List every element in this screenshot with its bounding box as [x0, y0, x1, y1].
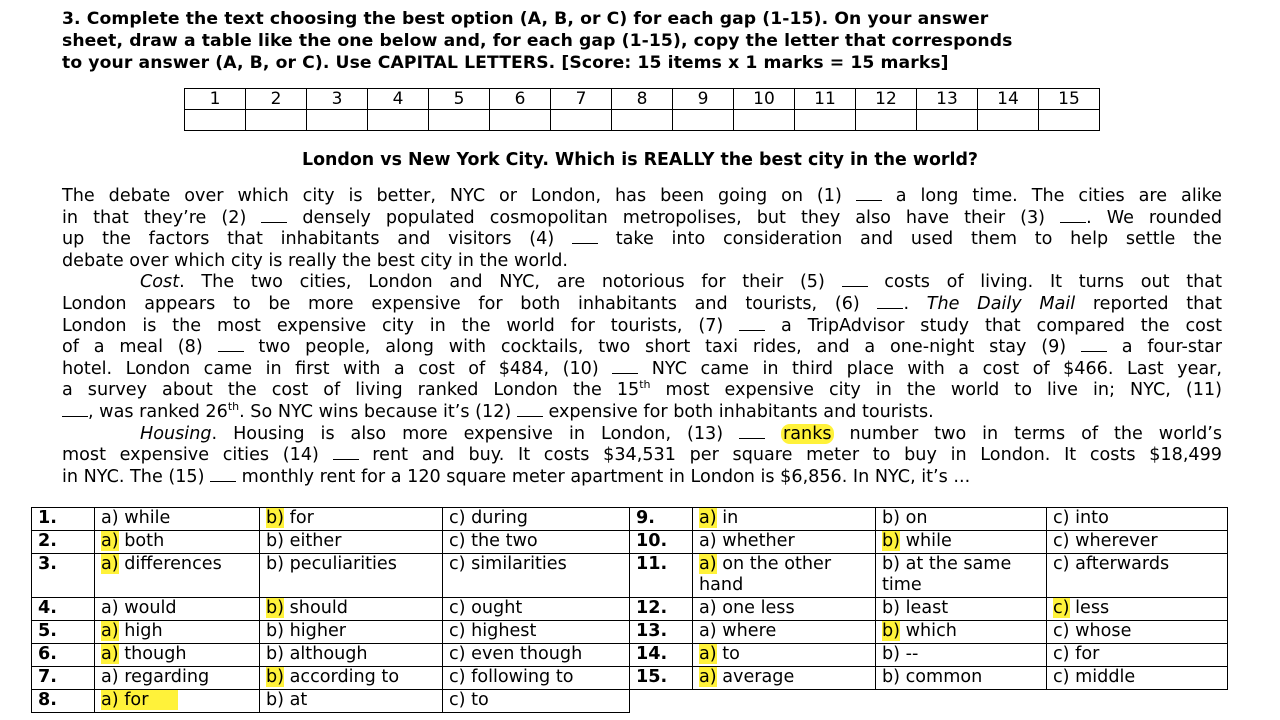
daily-mail: The Daily Mail	[926, 293, 1076, 314]
highlighted-answer: b)	[266, 508, 285, 528]
highlighted-answer: b)	[882, 621, 901, 641]
option-c: c) to	[443, 690, 630, 713]
option-a: a) in	[693, 508, 876, 531]
answer-blank-cell	[1039, 110, 1100, 131]
item-number: 5.	[32, 621, 95, 644]
option-b: b) according to	[260, 667, 443, 690]
gap-blank	[517, 402, 543, 417]
answer-blank-cell	[917, 110, 978, 131]
gap-blank	[218, 337, 244, 352]
instructions	[62, 8, 1222, 74]
passage-line: debate over which city is really the best city in the world.	[62, 250, 568, 271]
option-c: c) ought	[443, 598, 630, 621]
answer-blank-cell	[185, 110, 246, 131]
passage	[62, 186, 1222, 488]
cost-heading: Cost	[140, 272, 180, 293]
option-c: c) the two	[443, 531, 630, 554]
answer-blank-cell	[368, 110, 429, 131]
answer-header-cell: 8	[612, 89, 673, 110]
option-b: b) while	[876, 531, 1047, 554]
passage-title: London vs New York City. Which is REALLY the best city in the world?	[302, 150, 978, 170]
answer-blank-cell	[246, 110, 307, 131]
instructions-line-2: sheet, draw a table like the one below and, for each gap (1-15), copy the letter that corresponds	[62, 31, 1013, 51]
highlighted-answer: b)	[266, 667, 285, 687]
options-row	[32, 598, 1228, 621]
options-row	[32, 667, 1228, 690]
highlighted-answer: a)	[101, 621, 119, 641]
option-a: a) where	[693, 621, 876, 644]
options-row	[32, 690, 1228, 713]
answer-header-cell: 2	[246, 89, 307, 110]
option-a: a) whether	[693, 531, 876, 554]
options-table	[31, 507, 1228, 713]
option-a: a) average	[693, 667, 876, 690]
passage-line: London is the most expensive city in the world for tourists, (7) a TripAdvisor study that compared the cost	[62, 315, 1222, 336]
highlighted-answer: a) for	[101, 690, 178, 710]
option-b: b) peculiarities	[260, 554, 443, 598]
option-c: c) similarities	[443, 554, 630, 598]
option-a: a) differences	[95, 554, 260, 598]
option-b: b) which	[876, 621, 1047, 644]
passage-line: Housing. Housing is also more expensive in London, (13) ranks number two in terms of the world’s	[140, 423, 1223, 444]
answer-header-cell: 13	[917, 89, 978, 110]
highlighted-answer: b)	[266, 598, 285, 618]
item-number: 2.	[32, 531, 95, 554]
item-number: 9.	[630, 508, 693, 531]
options-row	[32, 531, 1228, 554]
item-number: 7.	[32, 667, 95, 690]
gap-blank	[739, 424, 765, 439]
highlighted-answer: a)	[699, 508, 717, 528]
option-c: c) for	[1047, 644, 1228, 667]
passage-line: The debate over which city is better, NYC or London, has been going on (1) a long time. The cities are alike	[62, 186, 1222, 206]
highlighted-answer: a)	[101, 531, 119, 551]
gap-blank	[1060, 208, 1086, 223]
options-row	[32, 508, 1228, 531]
answer-header-cell: 14	[978, 89, 1039, 110]
option-c: c) even though	[443, 644, 630, 667]
option-c: c) middle	[1047, 667, 1228, 690]
option-b: b) on	[876, 508, 1047, 531]
highlighted-answer: a)	[101, 554, 119, 574]
gap-blank	[842, 272, 868, 287]
item-number: 4.	[32, 598, 95, 621]
answer-blank-cell	[612, 110, 673, 131]
options-row	[32, 554, 1228, 598]
answer-header-cell: 9	[673, 89, 734, 110]
answer-header-cell: 5	[429, 89, 490, 110]
answer-header-cell: 1	[185, 89, 246, 110]
answer-header-cell: 3	[307, 89, 368, 110]
option-a	[95, 690, 260, 713]
highlighted-answer: b)	[882, 531, 901, 551]
item-number: 1.	[32, 508, 95, 531]
item-number: 11.	[630, 554, 693, 598]
instructions-line-1: 3. Complete the text choosing the best option (A, B, or C) for each gap (1-15). On your answer	[62, 9, 989, 29]
answer-blank-cell	[307, 110, 368, 131]
option-a: a) on the other hand	[693, 554, 876, 598]
item-number: 6.	[32, 644, 95, 667]
options-row	[32, 621, 1228, 644]
option-c: c) into	[1047, 508, 1228, 531]
answer-blank-cell	[429, 110, 490, 131]
answer-header-cell: 12	[856, 89, 917, 110]
answer-table	[184, 88, 1100, 131]
gap-blank	[62, 402, 88, 417]
option-c: c) highest	[443, 621, 630, 644]
answer-header-cell: 6	[490, 89, 551, 110]
passage-line: in that they’re (2) densely populated cosmopolitan metropolises, but they also have their (3) . We rounded	[62, 207, 1222, 228]
answer-blank-cell	[734, 110, 795, 131]
item-number: 12.	[630, 598, 693, 621]
gap-blank	[210, 467, 236, 482]
answer-header-cell: 4	[368, 89, 429, 110]
option-a: a) while	[95, 508, 260, 531]
item-number: 10.	[630, 531, 693, 554]
passage-line: a survey about the cost of living ranked London the 15th most expensive city in the world to live in; NYC, (11)	[62, 378, 1222, 401]
highlighted-answer: a)	[101, 644, 119, 664]
answer-blank-cell	[673, 110, 734, 131]
answer-table-header-row	[185, 89, 1100, 110]
option-b: b) at the same time	[876, 554, 1047, 598]
options-row	[32, 644, 1228, 667]
gap-blank	[1081, 337, 1107, 352]
passage-line: most expensive cities (14) rent and buy. It costs $34,531 per square meter to buy in London. It costs $18,499	[62, 445, 1222, 466]
answer-blank-cell	[978, 110, 1039, 131]
highlighted-answer: c)	[1053, 598, 1070, 618]
passage-line: up the factors that inhabitants and visitors (4) take into consideration and used them to help settle the	[62, 229, 1223, 250]
option-b: b) common	[876, 667, 1047, 690]
answer-blank-cell	[795, 110, 856, 131]
passage-line: hotel. London came in first with a cost of $484, (10) NYC came in third place with a cost of $466. Last year,	[62, 358, 1222, 379]
answer-blank-cell	[856, 110, 917, 131]
passage-line: Cost. The two cities, London and NYC, are notorious for their (5) costs of living. It turns out that	[140, 272, 1222, 293]
highlighted-answer: a)	[699, 554, 717, 574]
gap-blank	[261, 208, 287, 223]
answer-table-blank-row	[185, 110, 1100, 131]
item-number: 15.	[630, 667, 693, 690]
option-b: b) --	[876, 644, 1047, 667]
answer-header-cell: 10	[734, 89, 795, 110]
gap-blank	[572, 229, 598, 244]
instructions-line-3: to your answer (A, B, or C). Use CAPITAL LETTERS. [Score: 15 items x 1 marks = 15 marks]	[62, 53, 949, 73]
passage-line: London appears to be more expensive for both inhabitants and tourists, (6) . The Daily Mail reported that	[62, 293, 1222, 314]
answer-blank-cell	[490, 110, 551, 131]
answer-blank-cell	[551, 110, 612, 131]
answer-header-cell: 11	[795, 89, 856, 110]
passage-line: , was ranked 26th. So NYC wins because it’s (12) expensive for both inhabitants and tourists.	[62, 402, 1222, 424]
option-c: c) whose	[1047, 621, 1228, 644]
option-b: b) for	[260, 508, 443, 531]
gap-blank	[739, 316, 765, 331]
option-c: c) wherever	[1047, 531, 1228, 554]
option-a: a) though	[95, 644, 260, 667]
item-number: 3.	[32, 554, 95, 598]
gap-blank	[612, 359, 638, 374]
highlighted-answer: a)	[699, 644, 717, 664]
passage-line: in NYC. The (15) monthly rent for a 120 square meter apartment in London is $6,856. In NYC, it’s ...	[62, 466, 971, 487]
empty-cell	[630, 690, 1228, 713]
option-b: b) least	[876, 598, 1047, 621]
option-b: b) although	[260, 644, 443, 667]
gap-blank	[856, 186, 882, 201]
answer-header-cell: 7	[551, 89, 612, 110]
option-a: a) to	[693, 644, 876, 667]
option-c: c) following to	[443, 667, 630, 690]
highlighted-answer: a)	[699, 667, 717, 687]
option-a: a) both	[95, 531, 260, 554]
option-c: c) afterwards	[1047, 554, 1228, 598]
option-c: c) less	[1047, 598, 1228, 621]
option-a: a) would	[95, 598, 260, 621]
option-a: a) regarding	[95, 667, 260, 690]
item-number: 13.	[630, 621, 693, 644]
option-c: c) during	[443, 508, 630, 531]
housing-heading: Housing	[140, 423, 212, 444]
gap-blank	[333, 445, 359, 460]
option-a: a) high	[95, 621, 260, 644]
option-a: a) one less	[693, 598, 876, 621]
option-b: b) at	[260, 690, 443, 713]
option-b: b) should	[260, 598, 443, 621]
passage-line: of a meal (8) two people, along with cocktails, two short taxi rides, and a one-night stay (9) a four-star	[62, 337, 1222, 358]
item-number: 14.	[630, 644, 693, 667]
answer-header-cell: 15	[1039, 89, 1100, 110]
highlighted-word: ranks	[783, 423, 832, 444]
item-number: 8.	[32, 690, 95, 713]
option-b: b) either	[260, 531, 443, 554]
gap-blank	[877, 294, 903, 309]
option-b: b) higher	[260, 621, 443, 644]
